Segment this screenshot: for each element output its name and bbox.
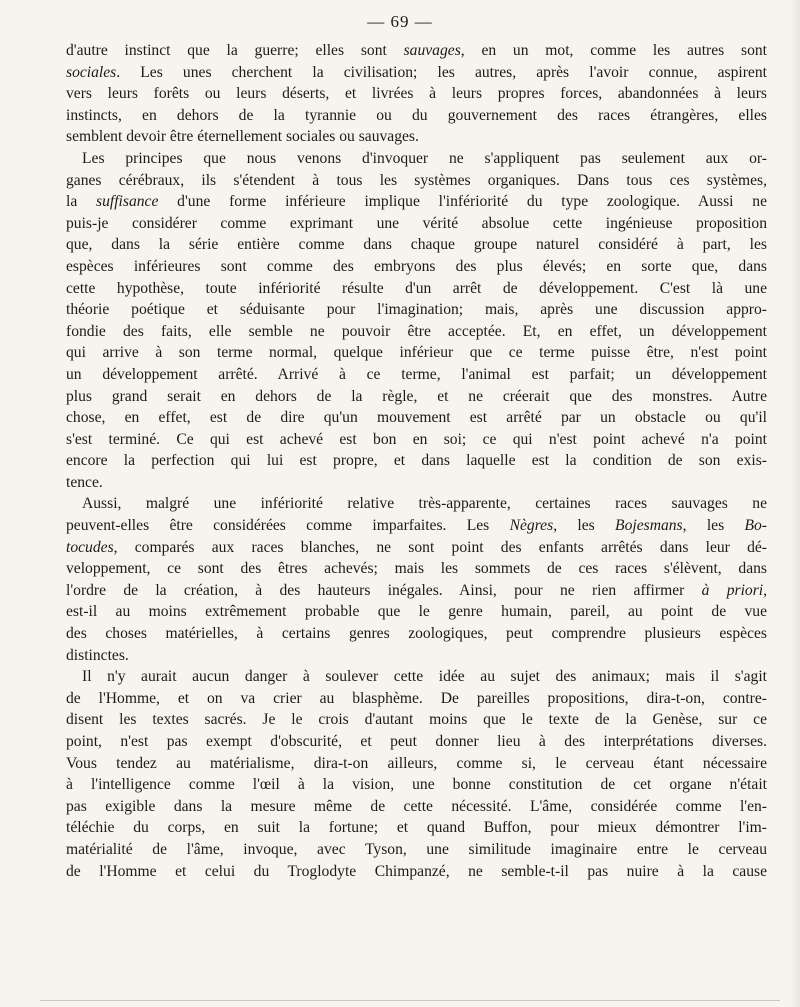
text-line [66,688,767,710]
text-line [66,450,767,472]
text-line [66,429,767,451]
text-segment: fondie des faits, elle semble ne pouvoir être acceptée. Et, en effet, un développement [66,322,767,340]
text-segment: matérialité de l'âme, invoque, avec Tyson, une similitude imaginaire entre le cerveau [66,840,767,858]
text-segment: point, n'est pas exempt d'obscurité, et peut donner lieu à des interprétations diverses. [66,733,767,750]
text-line [66,40,767,62]
text-line [66,170,767,192]
italic-text: suffisance [96,193,159,211]
text-line [66,839,767,861]
text-segment: théorie poétique et séduisante pour l'imagination; mais, après une discussion appro- [66,301,767,319]
text-line [66,515,767,537]
text-line [66,191,767,213]
text-segment: Vous tendez au matérialisme, dira-t-on ailleurs, comme si, le cerveau étant nécessaire [66,754,767,772]
italic-text: Bojesmans [615,517,683,535]
text-line [66,407,767,429]
text-segment: , les [553,517,616,535]
text-segment: , les [682,517,745,535]
text-line [66,364,767,386]
text-line [66,580,767,602]
text-line [66,472,767,494]
text-line [66,666,767,688]
text-line [66,493,767,515]
italic-text: Nègres [509,517,554,535]
text-segment: ganes cérébraux, ils s'étendent à tous les systèmes organiques. Dans tous ces systèmes, [66,171,767,189]
text-segment: Il n'y aurait aucun danger à soulever cette idée au sujet des animaux; mais il s'agit [82,668,767,686]
text-segment: d'une forme inférieure implique l'infériorité du type zoologique. Aussi ne [158,193,767,211]
text-line [66,386,767,408]
text-segment: peuvent-elles être considérées comme imparfaites. Les [66,517,510,535]
text-segment: disent les textes sacrés. Je le crois d'autant moins que le texte de la Genèse, sur ce [66,711,767,729]
text-segment: tence. [66,473,103,491]
text-line [66,342,767,364]
text-line [66,148,767,170]
text-line [66,623,767,645]
text-line [66,321,767,343]
text-segment: l'ordre de la création, à des hauteurs inégales. Ainsi, pour ne rien affirmer [66,581,702,599]
text-segment: chose, en effet, est de dire qu'un mouvement est arrêté par un obstacle ou qu'il [66,409,767,427]
text-line [66,126,767,148]
text-segment: cette hypothèse, toute infériorité résulte d'un arrêt de développement. C'est là une [66,279,767,297]
text-segment: , en un mot, comme les autres sont [460,42,767,59]
text-line [66,537,767,559]
text-line [66,83,767,105]
text-segment: puis-je considérer comme exprimant une vérité absolue cette ingénieuse proposition [66,214,767,232]
text-segment: vers leurs forêts ou leurs déserts, et livrées à leurs propres forces, abandonnées à leurs [66,85,767,103]
text-line [66,645,767,667]
page-bottom-edge [40,1000,780,1001]
text-line [66,299,767,321]
italic-text: Bo- [744,517,767,535]
text-line [66,234,767,256]
text-segment: . Les unes cherchent la civilisation; les autres, après l'avoir connue, aspirent [116,63,767,81]
text-segment: est-il au moins extrêmement probable que le genre humain, pareil, au point de vue [66,603,767,621]
text-segment: espèces inférieures sont comme des embryons des plus élevés; en sorte que, dans [66,257,767,275]
text-line [66,796,767,818]
text-segment: , comparés aux races blanches, ne sont point des enfants arrêtés dans leur dé- [113,538,767,556]
text-line [66,256,767,278]
text-segment: Aussi, malgré une infériorité relative très-apparente, certaines races sauvages ne [82,495,767,513]
text-segment: à l'intelligence comme l'œil à la vision, une bonne constitution de cet organe n'était [66,776,767,794]
text-segment: la [66,193,97,211]
italic-text: à priori [701,581,764,599]
text-segment: Les principes que nous venons d'invoquer ne s'appliquent pas seulement aux or- [82,149,767,167]
text-segment: un développement arrêté. Arrivé à ce terme, l'animal est parfait; un développement [66,365,767,383]
text-line [66,861,767,883]
text-segment: que, dans la série entière comme dans chaque groupe naturel considéré à part, les [66,236,767,254]
text-segment: semblent devoir être éternellement sociales ou sauvages. [66,128,419,146]
text-segment: pas exigible dans la mesure même de cette nécessité. L'âme, considérée comme l'en- [66,797,767,815]
text-line [66,558,767,580]
text-segment: instincts, en dehors de la tyrannie ou du gouvernement des races étrangères, elles [66,106,767,124]
text-segment: téléchie du corps, en suit la fortune; et quand Buffon, pour mieux démontrer l'im- [66,819,767,837]
body-text [66,40,767,882]
text-segment: des choses matérielles, à certains genres zoologiques, peut comprendre plusieurs espèces [66,625,767,643]
text-line [66,278,767,300]
text-line [66,601,767,623]
italic-text: sauvages [403,42,461,59]
text-line [66,709,767,731]
text-segment: de l'Homme et celui du Troglodyte Chimpanzé, ne semble-t-il pas nuire à la cause [66,862,767,880]
text-segment: s'est terminé. Ce qui est achevé est bon en soi; ce qui n'est point achevé n'a point [66,430,767,448]
text-segment: d'autre instinct que la guerre; elles sont [66,42,404,59]
text-segment: encore la perfection qui lui est propre, et dans laquelle est la condition de son exis- [66,452,767,470]
text-segment: de l'Homme, et on va crier au blasphème. De pareilles propositions, dira-t-on, contre- [66,689,767,707]
text-segment: plus grand serait en dehors de la règle, et ne créerait que des monstres. Autre [66,387,767,405]
text-line [66,105,767,127]
italic-text: sociales [66,63,117,81]
text-segment: distinctes. [66,646,129,664]
text-line [66,753,767,775]
italic-text: tocudes [66,538,114,556]
text-line [66,62,767,84]
text-segment: qui arrive à son terme normal, quelque inférieur que ce terme puisse être, n'est point [66,344,767,362]
text-line [66,731,767,753]
text-line [66,213,767,235]
text-segment: veloppement, ce sont des êtres achevés; mais les sommets de ces races s'élèvent, dans [66,560,767,578]
page-number: — 69 — [367,12,433,31]
page-edge-shadow [790,0,800,1007]
text-line [66,817,767,839]
text-line [66,774,767,796]
text-segment: , [763,581,767,599]
